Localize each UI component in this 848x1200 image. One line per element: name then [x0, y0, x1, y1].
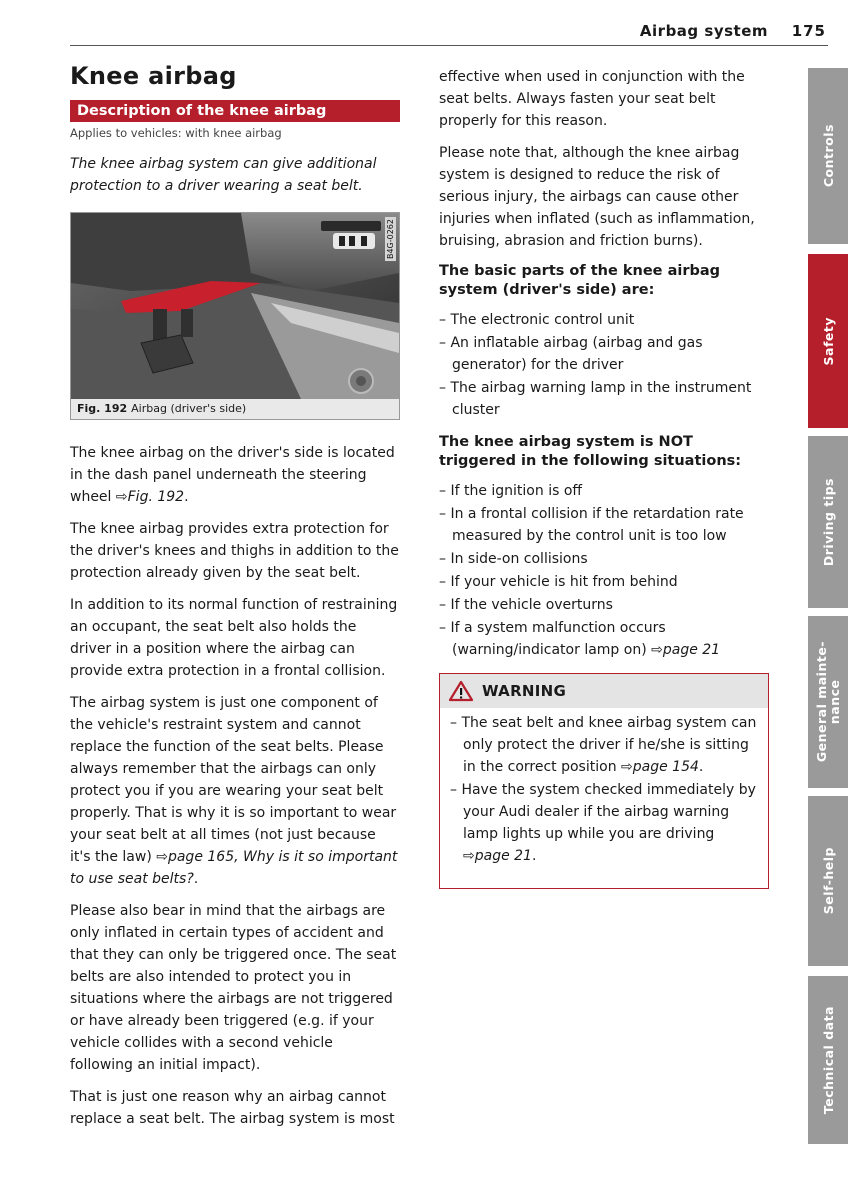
basic-parts-heading: The basic parts of the knee airbag system (driver's side) are:	[439, 263, 721, 298]
tab-controls[interactable]	[808, 68, 848, 244]
tab-label: Self-help	[820, 847, 836, 915]
dashboard-illustration	[71, 213, 399, 399]
list-item	[450, 779, 758, 867]
tab-self-help[interactable]	[808, 796, 848, 966]
paragraph-triggering: Please also bear in mind that the airbags are only inflated in certain types of accident and that they can only be triggered once. The seat belts are also intended to protect you in situations where the airbags are not triggered or have already been triggered (e.g. if your vehicle collides with a second vehicle following an initial impact).	[70, 903, 397, 1073]
paragraph-text: The knee airbag on the driver's side is located in the dash panel underneath the steering wheel	[70, 445, 395, 505]
not-triggered-list	[439, 480, 769, 661]
tab-driving-tips[interactable]	[808, 436, 848, 608]
right-column	[439, 66, 769, 889]
not-triggered-heading: The knee airbag system is NOT triggered in the following situations:	[439, 434, 742, 469]
subsection-title: Description of the knee airbag	[70, 100, 400, 122]
left-column	[70, 62, 400, 1140]
basic-parts-list	[439, 309, 769, 421]
list-item-text: .	[531, 848, 537, 864]
paragraph-injuries: Please note that, although the knee airbag system is designed to reduce the risk of serious injury, the airbags can cause other injuries when inflated (such as inflammation, bruising, abrasion and friction burns).	[439, 145, 755, 249]
warning-header	[440, 674, 768, 708]
list-item	[439, 617, 769, 661]
list-item: – If the ignition is off	[439, 480, 769, 502]
warning-box	[439, 673, 769, 889]
list-item	[450, 712, 758, 778]
paragraph-text: The airbag system is just one component of the vehicle's restraint system and cannot replace the function of the seat belts. Please always remember that the airbags can only protect you if you are wearing your seat belt properly. That is why it is so important to wear your seat belt at all times (not just because it's the law)	[70, 695, 397, 865]
knee-airbag-photo	[71, 213, 399, 399]
list-item: – In side-on collisions	[439, 548, 769, 570]
list-item: – In a frontal collision if the retardation rate measured by the control unit is too low	[439, 503, 769, 547]
page-number: 175	[791, 22, 826, 40]
tab-label: Controls	[820, 124, 836, 188]
tab-technical-data[interactable]	[808, 976, 848, 1144]
list-item: – If the vehicle overturns	[439, 594, 769, 616]
intro-text: The knee airbag system can give additional protection to a driver wearing a seat belt.	[70, 156, 377, 194]
warning-list	[440, 708, 768, 876]
paragraph-protection: The knee airbag provides extra protection for the driver's knees and thighs in addition to the protection already given by the seat belt.	[70, 521, 399, 581]
list-item-text: If a system malfunction occurs (warning/indicator lamp on)	[450, 620, 666, 658]
list-item-text: .	[698, 759, 704, 775]
list-item-text: The seat belt and knee airbag system can only protect the driver if he/she is sitting in the correct position	[461, 715, 757, 775]
list-item: – The electronic control unit	[439, 309, 769, 331]
running-title: Airbag system	[639, 22, 768, 40]
paragraph-location	[70, 442, 400, 508]
section-title: Knee airbag	[70, 62, 237, 90]
tab-safety[interactable]	[808, 254, 848, 428]
list-item: – An inflatable airbag (airbag and gas generator) for the driver	[439, 332, 769, 376]
paragraph-text: .	[184, 489, 189, 505]
figure-192	[70, 212, 400, 420]
tab-label: Driving tips	[820, 477, 836, 567]
tab-label: Safety	[820, 316, 836, 366]
cross-reference-link[interactable]: ⇨page 21	[463, 848, 532, 864]
paragraph-effective: effective when used in conjunction with the seat belts. Always fasten your seat belt properly for this reason.	[439, 69, 745, 129]
applies-to-note: Applies to vehicles: with knee airbag	[70, 126, 282, 140]
figure-caption-text: Airbag (driver's side)	[131, 402, 247, 415]
tab-general-maintenance[interactable]	[808, 616, 848, 788]
figure-code: B4G-0262	[386, 219, 395, 260]
cross-reference-link[interactable]: ⇨page 21	[651, 642, 721, 658]
paragraph-continued: That is just one reason why an airbag cannot replace a seat belt. The airbag system is most	[70, 1089, 395, 1127]
cross-reference-link[interactable]: ⇨page 165, Why is it so important to use seat belts?	[70, 849, 398, 887]
tab-label: General mainte- nance	[814, 641, 842, 763]
list-item: – If your vehicle is hit from behind	[439, 571, 769, 593]
list-item: – The airbag warning lamp in the instrument cluster	[439, 377, 769, 421]
cross-reference-link[interactable]: ⇨page 154	[621, 759, 699, 775]
tab-label: Technical data	[820, 1005, 836, 1115]
warning-label: WARNING	[482, 682, 567, 700]
paragraph-seat-belt: In addition to its normal function of restraining an occupant, the seat belt also holds the driver in a position where the airbag can provide extra protection in a frontal collision.	[70, 597, 398, 679]
paragraph-text: .	[193, 871, 199, 887]
warning-triangle-icon	[448, 680, 474, 702]
figure-caption	[71, 399, 399, 419]
cross-reference-link[interactable]: ⇨Fig. 192	[115, 489, 185, 505]
figure-label: Fig. 192	[77, 402, 128, 415]
paragraph-restraint-system	[70, 692, 400, 890]
list-item-text: Have the system checked immediately by your Audi dealer if the airbag warning lamp lights up while you are driving	[461, 782, 756, 842]
page-header	[70, 20, 828, 46]
